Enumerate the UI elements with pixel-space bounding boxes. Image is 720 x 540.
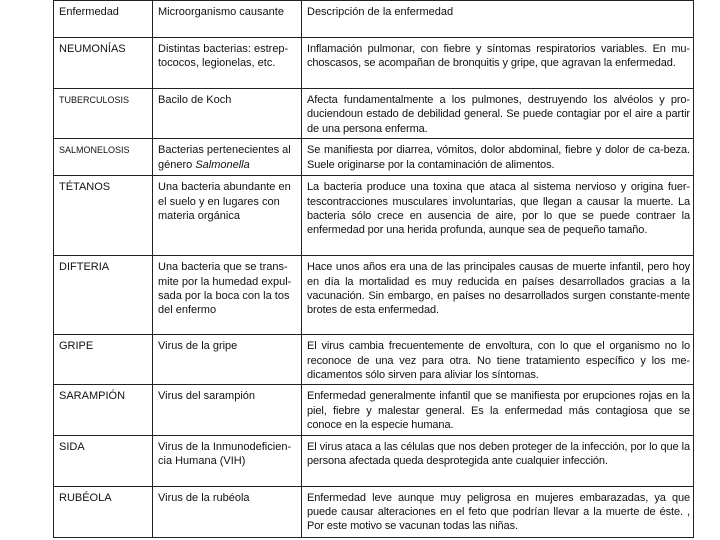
- header-organism: Microorganismo causante: [153, 1, 302, 38]
- disease-name: DIFTERIA: [54, 256, 153, 335]
- description-cell: Afecta fundamentalmente a los pulmones, destruyendo los alvéolos y pro-duciendoun estado de debilidad general. Se puede contagiar por el aire a partir de una persona enferma.: [302, 89, 694, 139]
- table-row: [54, 335, 694, 385]
- description-cell: La bacteria produce una toxina que ataca al sistema nervioso y origina fuer-tescontracciones musculares involuntarias, que llegan a causar la muerte. La bacteria sólo crece en ausencia de aire, por lo que se puede contraer la enfermedad por una herida profunda, aunque sea de pequeño tamaño.: [302, 176, 694, 256]
- description-cell: El virus ataca a las células que nos deben proteger de la infección, por lo que la persona afectada queda desprotegida ante cualquier infección.: [302, 435, 694, 486]
- disease-name: TÉTANOS: [54, 176, 153, 256]
- description-cell: El virus cambia frecuentemente de envoltura, con lo que el organismo no lo reconoce de una vez para otra. No tiene tratamiento específico y los me-dicamentos sólo sirven para aliviar los síntomas.: [302, 335, 694, 385]
- organism-cell: Virus de la Inmunodeficien-cia Humana (VIH): [153, 435, 302, 486]
- table-row: [54, 89, 694, 139]
- disease-name: RUBÉOLA: [54, 486, 153, 537]
- description-cell: Enfermedad generalmente infantil que se manifiesta por erupciones rojas en la piel, fiebre y malestar general. Es la enfermedad más contagiosa que se conoce en la especie humana.: [302, 385, 694, 435]
- description-cell: Hace unos años era una de las principales causas de muerte infantil, pero hoy en día la mortalidad es muy reducida en países desarrollados gracias a la vacunación. Sin embargo, en países no desarrollados surgen constante-mente brotes de esta enfermedad.: [302, 256, 694, 335]
- table-row: [54, 435, 694, 486]
- table-header-row: [54, 1, 694, 38]
- description-cell: Se manifiesta por diarrea, vómitos, dolor abdominal, fiebre y dolor de ca-beza. Suele originarse por la contaminación de alimentos.: [302, 139, 694, 176]
- organism-cell: Una bacteria que se trans-mite por la humedad expul-sada por la boca con la tos del enfermo: [153, 256, 302, 335]
- organism-cell: Virus del sarampión: [153, 385, 302, 435]
- diseases-table: [53, 0, 694, 538]
- disease-name: SALMONELOSIS: [54, 139, 153, 176]
- disease-name: GRIPE: [54, 335, 153, 385]
- header-description: Descripción de la enfermedad: [302, 1, 694, 38]
- organism-text: Bacterias pertenecientes al género: [158, 144, 291, 171]
- table-row: [54, 256, 694, 335]
- organism-cell: Bacilo de Koch: [153, 89, 302, 139]
- organism-cell: [153, 139, 302, 176]
- organism-cell: Distintas bacterias: estrep-tococos, legionelas, etc.: [153, 38, 302, 89]
- disease-name: SIDA: [54, 435, 153, 486]
- organism-cell: Virus de la gripe: [153, 335, 302, 385]
- description-cell: Inflamación pulmonar, con fiebre y síntomas respiratorios variables. En mu-choscasos, se acompañan de bronquitis y gripe, que agravan la enfermedad.: [302, 38, 694, 89]
- table-row: [54, 385, 694, 435]
- description-cell: Enfermedad leve aunque muy peligrosa en mujeres embarazadas, ya que puede causar alteraciones en el feto que podrían llevar a la muerte de éste. , Por este motivo se vacunan todas las niñas.: [302, 486, 694, 537]
- table-row: [54, 486, 694, 537]
- disease-name: NEUMONÍAS: [54, 38, 153, 89]
- table-row: [54, 139, 694, 176]
- table-row: [54, 38, 694, 89]
- organism-cell: Virus de la rubéola: [153, 486, 302, 537]
- organism-genus: Salmonella: [195, 158, 250, 171]
- table-row: [54, 176, 694, 256]
- disease-name: TUBERCULOSIS: [54, 89, 153, 139]
- disease-name: SARAMPIÓN: [54, 385, 153, 435]
- header-disease: Enfermedad: [54, 1, 153, 38]
- organism-cell: Una bacteria abundante en el suelo y en lugares con materia orgánica: [153, 176, 302, 256]
